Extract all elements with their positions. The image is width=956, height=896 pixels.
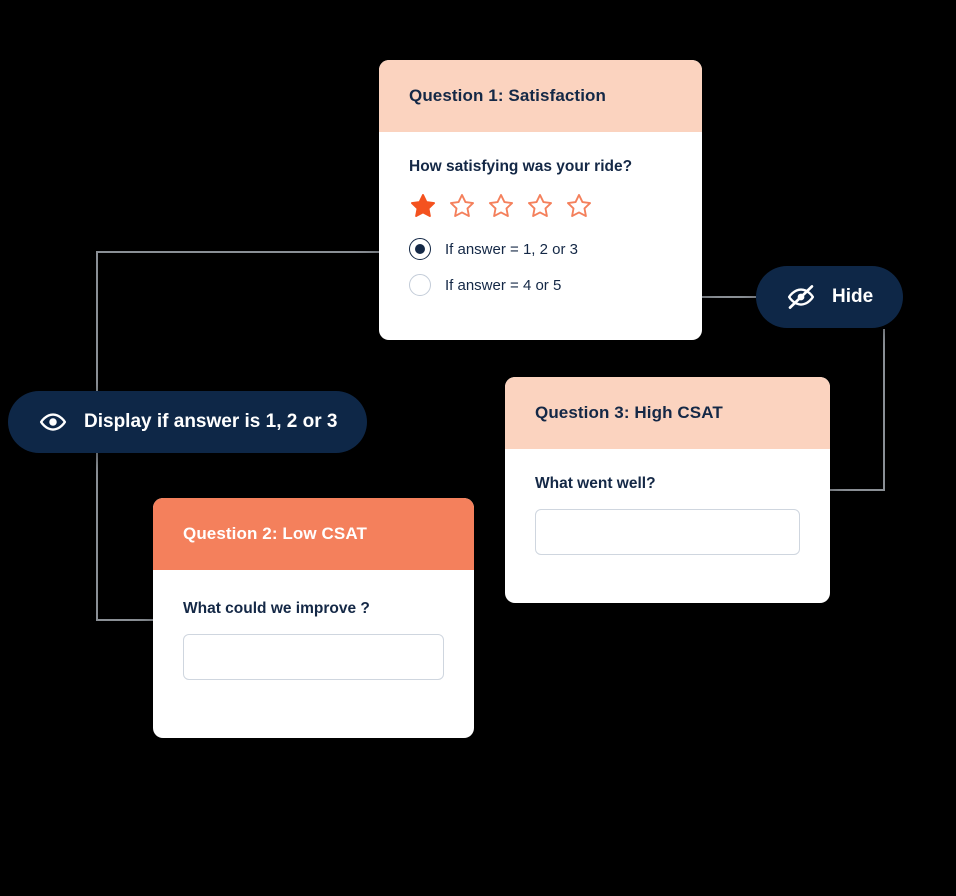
radio-option-2[interactable] <box>409 274 431 296</box>
radio-option-1-label: If answer = 1, 2 or 3 <box>445 240 578 258</box>
display-condition-label: Display if answer is 1, 2 or 3 <box>84 411 338 432</box>
question-3-text: What went well? <box>535 475 656 492</box>
rating-stars[interactable] <box>409 192 672 220</box>
card-question-2[interactable] <box>153 498 474 738</box>
card-question-3-header: Question 3: High CSAT <box>505 377 830 449</box>
hide-action-pill[interactable] <box>756 266 903 328</box>
question-2-text: What could we improve ? <box>183 600 370 617</box>
radio-option-2-label: If answer = 4 or 5 <box>445 276 562 294</box>
display-condition-pill[interactable] <box>8 391 367 453</box>
star-icon-2-empty[interactable] <box>448 192 476 220</box>
option-row-1[interactable] <box>409 238 672 260</box>
card-question-2-header: Question 2: Low CSAT <box>153 498 474 570</box>
star-icon-5-empty[interactable] <box>565 192 593 220</box>
star-icon-3-empty[interactable] <box>487 192 515 220</box>
card-question-3[interactable] <box>505 377 830 603</box>
card-question-1-body <box>379 132 702 340</box>
card-question-2-body <box>153 570 474 738</box>
eye-off-icon <box>786 282 816 312</box>
question-3-answer-input[interactable] <box>535 509 800 555</box>
hide-action-label: Hide <box>832 286 874 307</box>
radio-option-1[interactable] <box>409 238 431 260</box>
card-question-1[interactable] <box>379 60 702 340</box>
card-question-3-body <box>505 449 830 603</box>
eye-icon <box>38 407 68 437</box>
star-icon-4-empty[interactable] <box>526 192 554 220</box>
card-question-1-header: Question 1: Satisfaction <box>379 60 702 132</box>
question-2-answer-input[interactable] <box>183 634 444 680</box>
question-1-text: How satisfying was your ride? <box>409 158 633 175</box>
star-icon-1-filled[interactable] <box>409 192 437 220</box>
option-row-2[interactable] <box>409 274 672 296</box>
